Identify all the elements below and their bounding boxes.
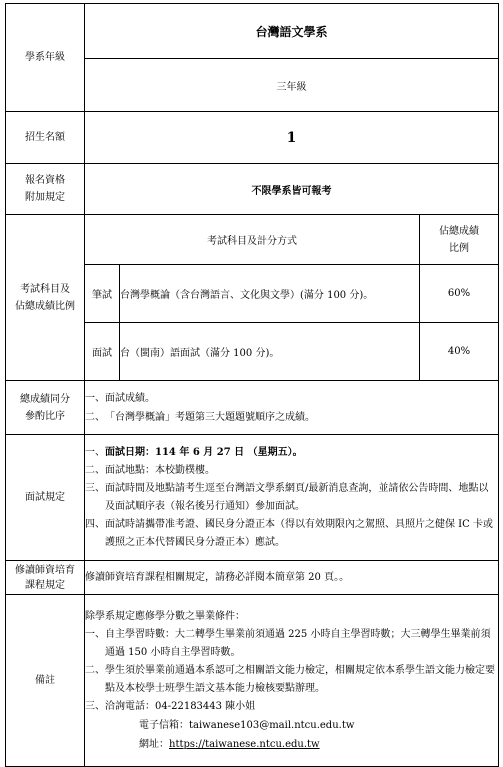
exam-ratio: 40% — [447, 346, 471, 357]
notes-item-text: 洽詢電話：04-22183443 陳小姐 — [105, 700, 256, 712]
interview-item-text: 面試時請攜帶准考證、國民身分證正本（得以有效期限內之駕照、具照片之健保 IC 卡或護照之正本代替國民身分證正本）應試。 — [105, 518, 493, 548]
interview-item — [85, 480, 498, 516]
website-link[interactable]: https://taiwanese.ntcu.edu.tw — [169, 738, 320, 750]
grade: 三年級 — [276, 81, 307, 93]
quota-value: 1 — [286, 129, 297, 146]
interview-cell — [85, 435, 499, 561]
exam-label-line-1: 考試科目及 — [20, 283, 70, 295]
exam-ratio-cell — [420, 265, 499, 323]
teacher-text: 修讀師資培育課程相關規定，請務必詳閱本簡章第 20 頁。。 — [85, 571, 350, 583]
exam-subject: 台（閩南）語面試（滿分 100 分)。 — [120, 348, 280, 359]
tie-item — [85, 408, 498, 427]
notes-label-cell — [6, 595, 85, 767]
teacher-label-line-2: 課程規定 — [25, 579, 65, 591]
admission-table — [5, 3, 499, 767]
exam-type-cell — [85, 323, 120, 381]
interview-item — [85, 444, 498, 462]
notes-item-text: 自主學習時數：大二轉學生畢業前須通過 225 小時自主學習時數；大三轉學生畢業前須通過 150 小時自主學習時數。 — [105, 628, 491, 658]
interview-item — [85, 462, 498, 480]
notes-item — [85, 662, 498, 698]
email-line: 電子信箱：taiwanese103@mail.ntcu.edu.tw — [139, 719, 355, 731]
ratio-header-line-1: 佔總成績 — [439, 225, 480, 237]
exam-subject-cell — [120, 265, 420, 323]
exam-label-line-2: 佔總成績比例 — [15, 300, 75, 312]
tie-item-num: 一、 — [85, 392, 105, 404]
notes-item-num: 一、 — [85, 628, 105, 640]
interview-item-num: 二、 — [85, 464, 105, 476]
teacher-label-cell — [6, 561, 85, 595]
interview-date-line — [105, 444, 498, 462]
interview-label-cell — [6, 435, 85, 561]
tie-label-cell — [6, 381, 85, 435]
quota-label: 招生名額 — [25, 132, 65, 143]
grade-cell — [85, 59, 499, 112]
exam-subject-cell — [120, 323, 420, 381]
interview-date-suffix: 。 — [292, 446, 303, 458]
notes-item — [85, 626, 498, 662]
tie-label-line-1: 總成績同分 — [20, 393, 70, 405]
qual-text: 不限學系皆可報考 — [251, 185, 332, 197]
interview-date: 114 年 6 月 27 日 （星期五） — [155, 446, 293, 458]
interview-date-prefix: 面試日期： — [105, 446, 155, 458]
interview-item-num: 一、 — [85, 446, 105, 458]
tie-cell — [85, 381, 499, 435]
interview-item-num: 三、 — [85, 482, 105, 494]
exam-subject: 台灣學概論（含台灣語言、文化與文學）(滿分 100 分)。 — [120, 290, 374, 301]
exam-type: 面試 — [92, 348, 112, 359]
tie-item-text: 面試成績。 — [105, 392, 155, 404]
exam-header: 考試科目及計分方式 — [207, 236, 297, 247]
dept-name-cell — [85, 4, 499, 59]
dept-label-cell — [6, 4, 85, 112]
url-prefix: 網址： — [139, 738, 169, 750]
interview-item-num: 四、 — [85, 518, 105, 530]
notes-item — [85, 698, 498, 716]
quota-cell — [85, 112, 499, 164]
exam-type: 筆試 — [92, 290, 112, 301]
notes-label: 備註 — [35, 675, 55, 686]
qual-label-line-1: 報名資格 — [25, 175, 65, 186]
teacher-cell — [85, 561, 499, 595]
exam-ratio-cell — [420, 323, 499, 381]
notes-cell — [85, 595, 499, 767]
tie-item-num: 二、 — [85, 411, 105, 423]
teacher-label-line-1: 修讀師資培育 — [15, 564, 75, 576]
interview-item — [85, 516, 498, 552]
ratio-header-cell — [420, 215, 499, 265]
exam-label-cell — [6, 215, 85, 381]
quota-label-cell — [6, 112, 85, 164]
url-line — [85, 735, 498, 754]
notes-intro: 除學系規定應修學分數之畢業條件： — [85, 610, 245, 622]
interview-label: 面試規定 — [25, 492, 65, 503]
ratio-header-line-2: 比例 — [449, 242, 470, 254]
dept-name: 台灣語文學系 — [255, 24, 328, 39]
tie-item-text: 「台灣學概論」考題第三大題題號順序之成績。 — [105, 411, 315, 423]
qual-cell — [85, 164, 499, 215]
notes-item-num: 三、 — [85, 700, 105, 712]
dept-label: 學系年級 — [25, 52, 65, 63]
notes-item-num: 二、 — [85, 664, 105, 676]
qual-label-line-2: 附加規定 — [25, 192, 65, 203]
exam-header-cell — [85, 215, 420, 265]
tie-label-line-2: 參酌比序 — [25, 410, 65, 422]
notes-item-text: 學生須於畢業前通過本系認可之相關語文能力檢定，相關規定依本系學生語文能力檢定要點及本校學士班學生語文基本能力檢核要點辦理。 — [105, 664, 495, 694]
interview-item-text: 面試時間及地點請考生逕至台灣語文學系網頁/最新消息查詢，並請依公告時間、地點以及面試順序表（報名後另行通知）參加面試。 — [105, 482, 489, 512]
qual-label-cell — [6, 164, 85, 215]
exam-type-cell — [85, 265, 120, 323]
interview-item-text: 面試地點：本校勤樸樓。 — [105, 464, 215, 476]
exam-ratio: 60% — [447, 288, 471, 299]
tie-item — [85, 389, 498, 408]
